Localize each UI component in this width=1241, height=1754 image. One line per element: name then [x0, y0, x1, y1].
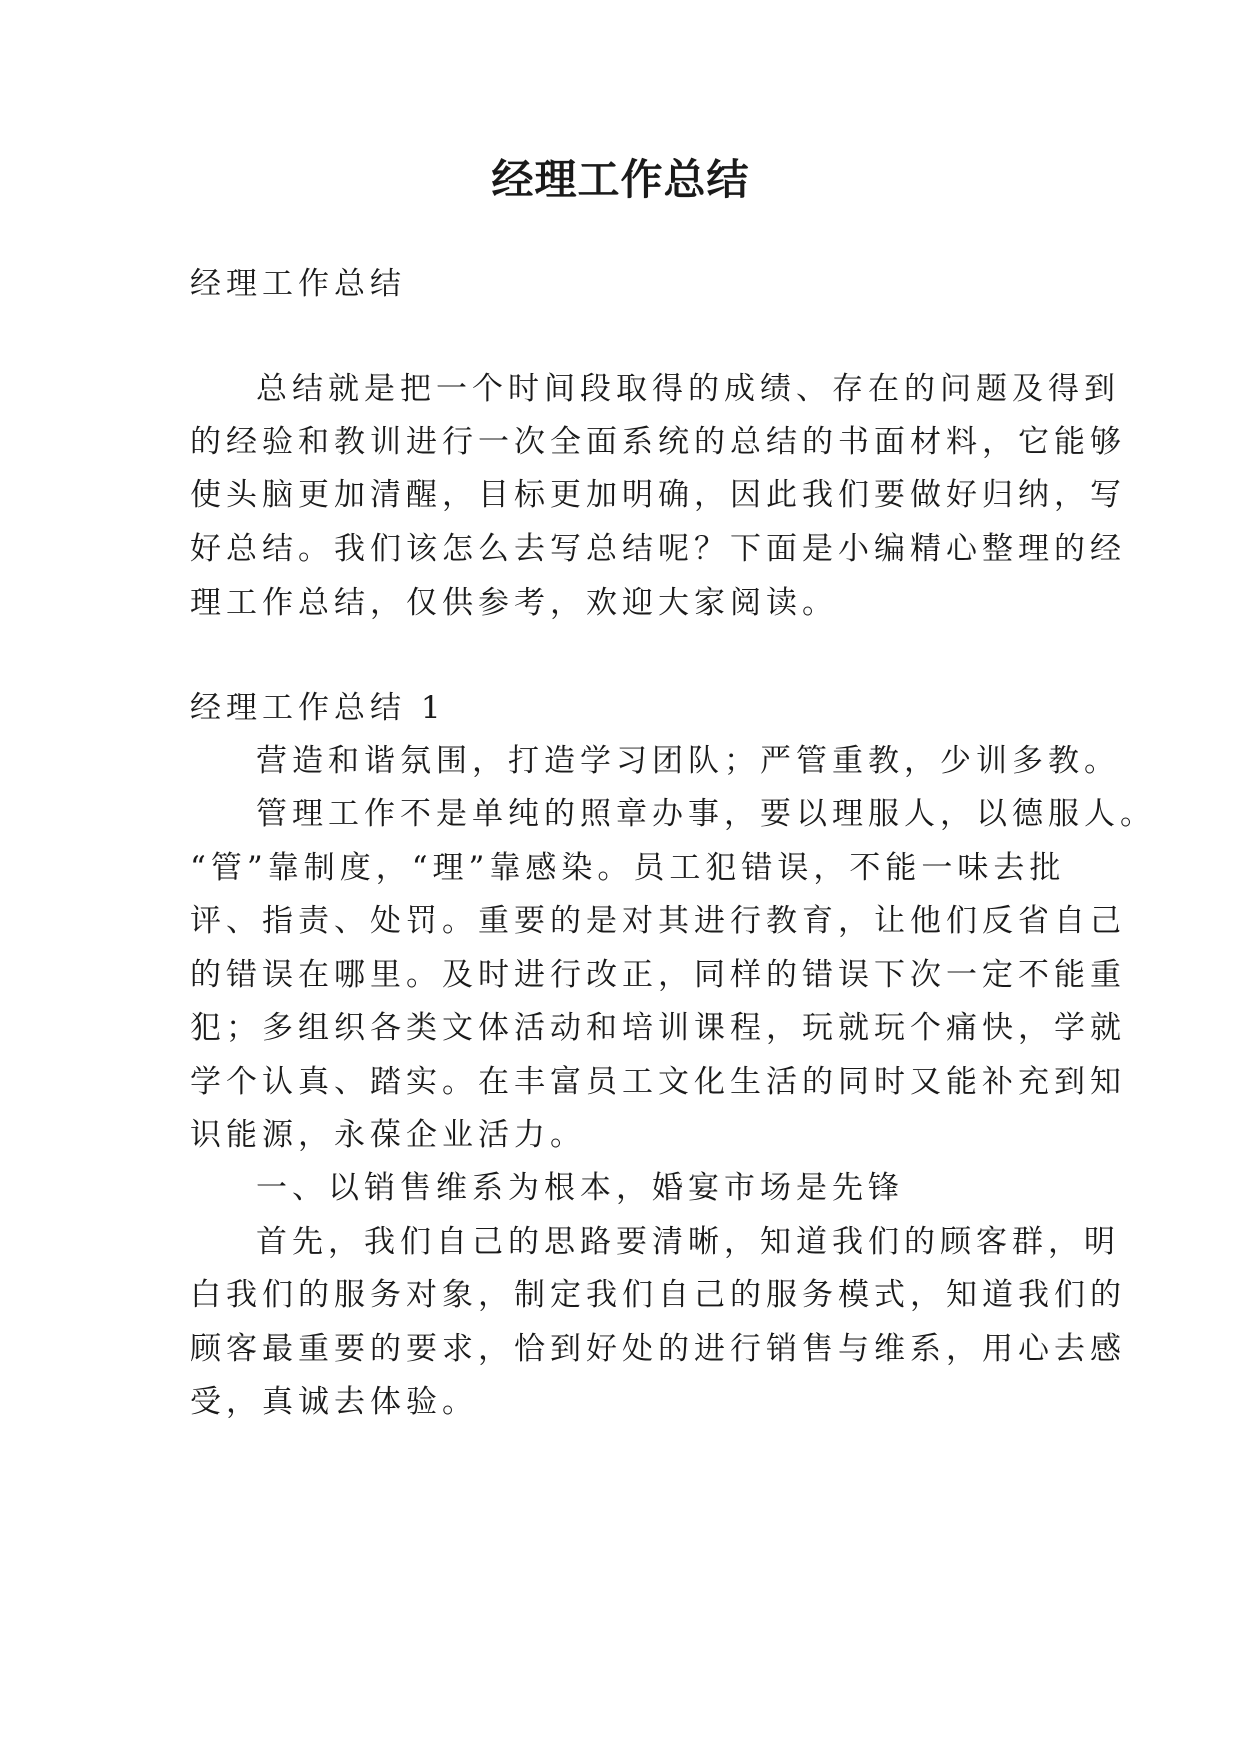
section-line: 顾客最重要的要求，恰到好处的进行销售与维系，用心去感 — [190, 1331, 1126, 1367]
section-line: 评、指责、处罚。重要的是对其进行教育，让他们反省自己 — [190, 903, 1126, 939]
section-heading: 经理工作总结 1 — [190, 690, 446, 726]
document-subtitle: 经理工作总结 — [190, 266, 406, 302]
intro-line: 总结就是把一个时间段取得的成绩、存在的问题及得到 — [256, 371, 1120, 407]
intro-line: 使头脑更加清醒，目标更加明确，因此我们要做好归纳，写 — [190, 477, 1126, 513]
section-line: 犯；多组织各类文体活动和培训课程，玩就玩个痛快，学就 — [190, 1010, 1126, 1046]
section-line: 管理工作不是单纯的照章办事，要以理服人，以德服人。 — [256, 796, 1156, 832]
section-line: 受，真诚去体验。 — [190, 1384, 478, 1420]
intro-line: 理工作总结，仅供参考，欢迎大家阅读。 — [190, 585, 838, 621]
intro-line: 的经验和教训进行一次全面系统的总结的书面材料，它能够 — [190, 424, 1126, 460]
section-line: 营造和谐氛围，打造学习团队；严管重教，少训多教。 — [256, 743, 1120, 779]
section-line: “管”靠制度，“理”靠感染。员工犯错误，不能一味去批 — [190, 850, 1066, 886]
section-line: 的错误在哪里。及时进行改正，同样的错误下次一定不能重 — [190, 957, 1126, 993]
numbered-heading: 一、以销售维系为根本，婚宴市场是先锋 — [256, 1170, 904, 1206]
section-line: 学个认真、踏实。在丰富员工文化生活的同时又能补充到知 — [190, 1064, 1126, 1100]
section-line: 首先，我们自己的思路要清晰，知道我们的顾客群，明 — [256, 1224, 1120, 1260]
document-title: 经理工作总结 — [491, 155, 750, 204]
section-line: 识能源，永葆企业活力。 — [190, 1117, 586, 1153]
intro-line: 好总结。我们该怎么去写总结呢？下面是小编精心整理的经 — [190, 531, 1126, 567]
section-line: 白我们的服务对象，制定我们自己的服务模式，知道我们的 — [190, 1277, 1126, 1313]
